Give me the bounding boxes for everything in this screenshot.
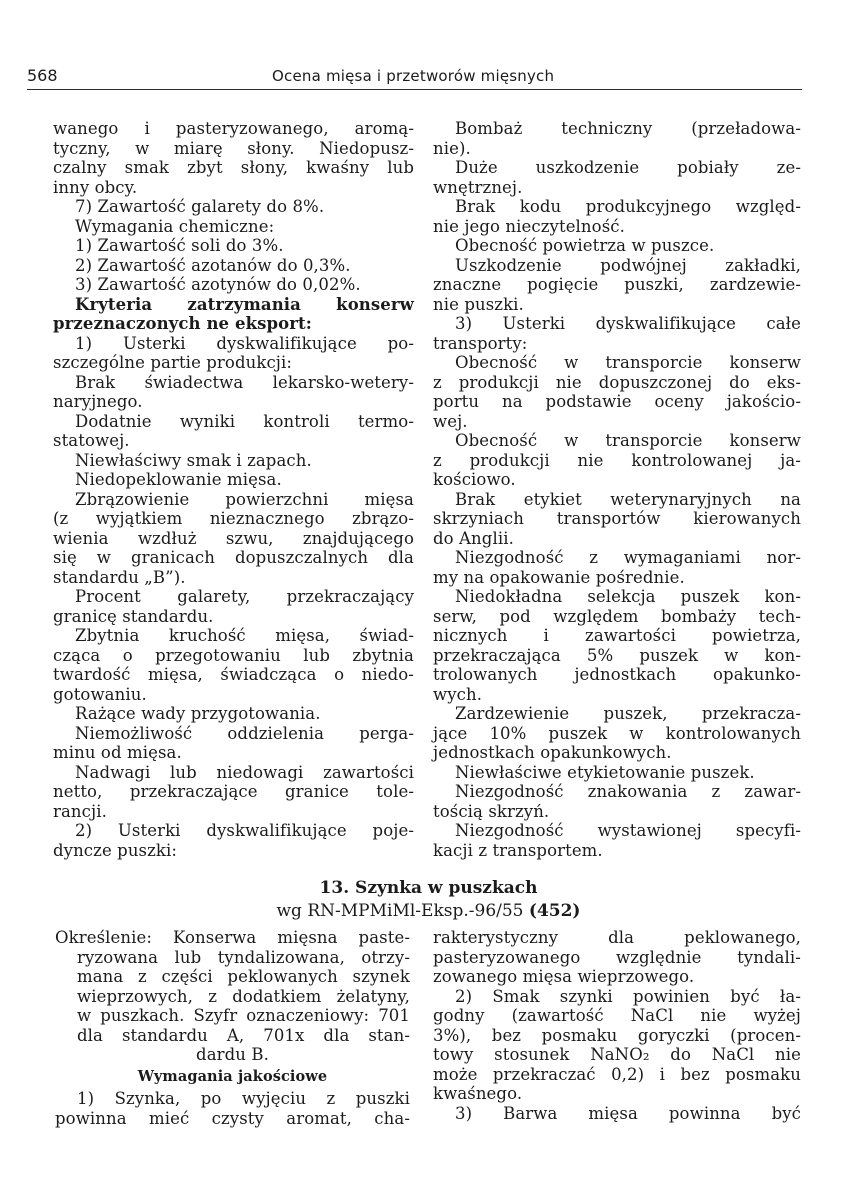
text-line: kwaśnego. (433, 1084, 523, 1103)
text-line: Brak etykiet weterynaryjnych na (455, 489, 801, 509)
page-header (27, 66, 802, 90)
text-line: Zbytnia kruchość mięsa, świad- (75, 626, 414, 645)
text-line: Niezgodność z wymaganiami nor- (455, 548, 801, 567)
lower-left-text-column (55, 928, 410, 1128)
text-line: wej. (433, 411, 468, 431)
text-line: Zardzewienie puszek, przekracza- (455, 704, 801, 723)
text-line: (z wyjątkiem nieznacznego zbrązo- (53, 509, 414, 528)
text-line: inny obcy. (53, 177, 138, 197)
text-line: granicę standardu. (53, 606, 214, 626)
text-line: 3%), bez posmaku goryczki (procen- (433, 1025, 801, 1045)
text-line: Niezgodność znakowania z zawar- (455, 782, 801, 801)
text-line: Określenie: Konserwa mięsna paste- (55, 928, 410, 947)
text-line: Duże uszkodzenie pobiały ze- (455, 158, 801, 177)
text-line: Brak świadectwa lekarsko-wetery- (75, 372, 414, 392)
text-line: my na opakowanie pośrednie. (433, 567, 685, 587)
text-line: szczególne partie produkcji: (53, 353, 293, 372)
text-line: tyczny, w miarę słony. Niedopusz- (53, 138, 414, 158)
text-line: kacji z transportem. (433, 840, 603, 860)
section-heading: 13. Szynka w puszkach (319, 878, 538, 898)
text-line: Niemożliwość oddzielenia perga- (75, 723, 414, 743)
text-line: jące 10% puszek w kontrolowanych (433, 723, 801, 743)
text-line: Brak kodu produkcyjnego względ- (455, 197, 801, 216)
text-line: znaczne pogięcie puszki, zardzewie- (433, 275, 801, 294)
text-line: pasteryzowanego względnie tyndali- (433, 947, 801, 967)
text-line: z produkcji nie dopuszczonej do eks- (433, 372, 801, 392)
text-line: dardu B. (196, 1045, 269, 1064)
text-line: Uszkodzenie podwójnej zakładki, (455, 255, 801, 275)
text-line: skrzyniach transportów kierowanych (433, 509, 801, 528)
text-line: 1) Usterki dyskwalifikujące po- (75, 333, 414, 353)
text-line: Niewłaściwe etykietowanie puszek. (455, 762, 755, 782)
text-line: 3) Usterki dyskwalifikujące całe (455, 314, 801, 333)
text-line: 2) Smak szynki powinien być ła- (455, 986, 801, 1006)
text-line: mana z części peklowanych szynek (77, 967, 410, 986)
text-line: minu od mięsa. (53, 743, 182, 762)
text-line: dyncze puszki: (53, 840, 178, 860)
header-rule (27, 89, 802, 90)
text-line: Wymagania jakościowe (137, 1067, 328, 1085)
text-line: wieprzowych, z dodatkiem żelatyny, (77, 986, 410, 1006)
section-subheading (0, 901, 857, 921)
text-line: ryzowana lub tyndalizowana, otrzy- (77, 947, 410, 967)
text-line: standardu „B”). (53, 567, 186, 587)
text-line: 2) Usterki dyskwalifikujące poje- (75, 821, 414, 840)
text-line: rakterystyczny dla peklowanego, (433, 928, 801, 947)
text-line: serw, pod względem bombaży tech- (433, 606, 801, 626)
text-line: 3) Barwa mięsa powinna być (455, 1103, 801, 1123)
text-line: wnętrznej. (433, 177, 523, 197)
text-line: zowanego mięsa wieprzowego. (433, 967, 695, 986)
text-line: przeznaczonych ne eksport: (53, 314, 312, 333)
text-line: powinna mieć czysty aromat, cha- (55, 1108, 410, 1128)
standard-number: (452) (528, 901, 581, 921)
text-line: twardość mięsa, świadcząca o niedo- (53, 665, 414, 684)
text-line: 1) Zawartość soli do 3%. (75, 236, 284, 255)
left-text-column (53, 119, 414, 860)
text-line: przekraczająca 5% puszek w kon- (433, 645, 801, 665)
text-line: wienia wzdłuż szwu, znajdującego (53, 528, 414, 548)
text-line: czalny smak zbyt słony, kwaśny lub (53, 158, 414, 177)
text-line: nicznych i zawartości powietrza, (433, 626, 801, 645)
text-line: portu na podstawie oceny jakościo- (433, 392, 801, 411)
text-line: nie jego nieczytelność. (433, 216, 625, 236)
text-line: wych. (433, 684, 483, 704)
text-line: Nadwagi lub niedowagi zawartości (75, 762, 414, 782)
text-line: gotowaniu. (53, 684, 147, 704)
text-line: jednostkach opakunkowych. (433, 743, 672, 762)
text-line: towy stosunek NaNO₂ do NaCl nie (433, 1045, 801, 1064)
text-line: z produkcji nie kontrolowanej ja- (433, 450, 801, 470)
text-line: Bombaż techniczny (przeładowa- (455, 119, 801, 138)
text-line: dla standardu A, 701x dla stan- (77, 1025, 410, 1045)
text-line: statowej. (53, 431, 130, 450)
text-line: Niezgodność wystawionej specyfi- (455, 821, 801, 840)
text-line: kościowo. (433, 470, 516, 489)
text-line: Obecność w transporcie konserw (455, 353, 801, 372)
text-line: się w granicach dopuszczalnych dla (53, 548, 414, 567)
text-line: wanego i pasteryzowanego, aromą- (53, 119, 414, 138)
text-line: Obecność w transporcie konserw (455, 431, 801, 450)
text-line: Niewłaściwy smak i zapach. (75, 450, 312, 470)
text-line: nie). (433, 138, 471, 158)
text-line: 7) Zawartość galarety do 8%. (75, 197, 325, 216)
text-line: rancji. (53, 801, 107, 821)
right-text-column (433, 119, 801, 860)
text-line: transporty: (433, 333, 528, 353)
lower-right-text-column (433, 928, 801, 1123)
text-line: 1) Szynka, po wyjęciu z puszki (77, 1089, 410, 1108)
text-line: Dodatnie wyniki kontroli termo- (75, 411, 414, 431)
text-line: w puszkach. Szyfr oznaczeniowy: 701 (77, 1006, 410, 1025)
text-line: Niedopeklowanie mięsa. (75, 470, 282, 489)
running-title: Ocena mięsa i przetworów mięsnych (272, 67, 555, 85)
text-line: godny (zawartość NaCl nie wyżej (433, 1006, 801, 1025)
text-line: tością skrzyń. (433, 801, 550, 821)
text-line: Zbrązowienie powierzchni mięsa (75, 489, 414, 509)
text-line: Rażące wady przygotowania. (75, 704, 321, 723)
text-line: cząca o przegotowaniu lub zbytnia (53, 645, 414, 665)
text-line: nie puszki. (433, 294, 524, 314)
text-line: Procent galarety, przekraczający (75, 587, 414, 606)
text-line: Wymagania chemiczne: (75, 216, 275, 236)
standard-reference: wg RN-MPMiMl-Eksp.-96/55 (276, 901, 524, 921)
page-number: 568 (27, 66, 58, 85)
text-line: może przekraczać 0,2) i bez posmaku (433, 1064, 801, 1084)
text-line: do Anglii. (433, 528, 514, 548)
text-line: 3) Zawartość azotynów do 0,02%. (75, 275, 361, 294)
text-line: Niedokładna selekcja puszek kon- (455, 587, 801, 606)
text-line: 2) Zawartość azotanów do 0,3%. (75, 255, 351, 275)
text-line: Obecność powietrza w puszce. (455, 236, 715, 255)
text-line: netto, przekraczające granice tole- (53, 782, 414, 801)
text-line: Kryteria zatrzymania konserw (75, 294, 414, 314)
text-line: trolowanych jednostkach opakunko- (433, 665, 801, 684)
text-line: naryjnego. (53, 392, 143, 411)
